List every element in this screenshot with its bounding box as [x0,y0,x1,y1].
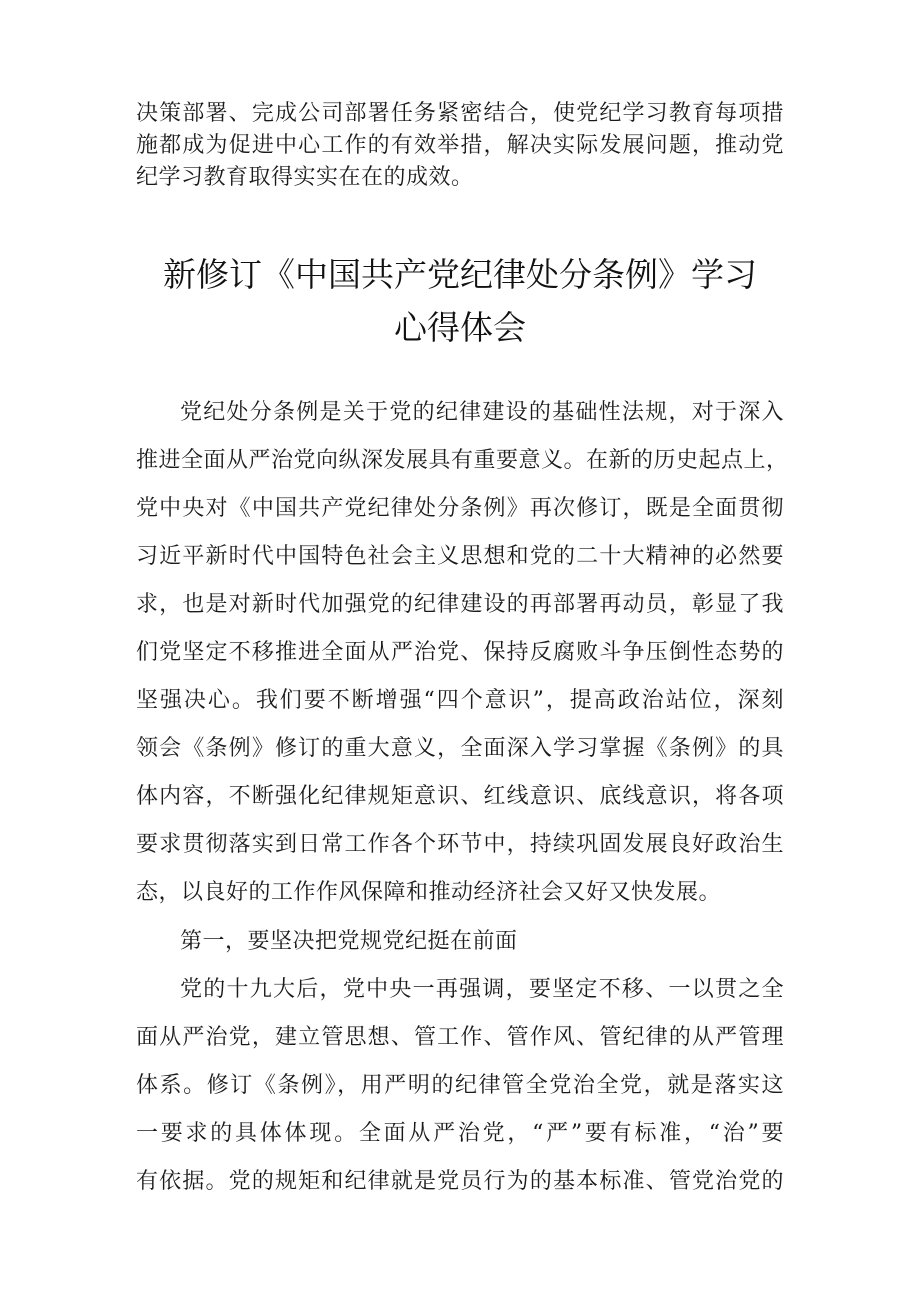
document-title-line-2: 心得体会 [394,308,526,347]
document-title-line-1: 新修订《中国共产党纪律处分条例》学习 [163,255,757,294]
intro-paragraph-line: 求，也是对新时代加强党的纪律建设的再部署再动员，彰显了我 [136,592,784,617]
section-heading: 第一，要坚决把党规党纪挺在前面 [180,929,518,954]
intro-paragraph-line: 们党坚定不移推进全面从严治党、保持反腐败斗争压倒性态势的 [136,640,784,665]
intro-paragraph-line: 党中央对《中国共产党纪律处分条例》再次修订，既是全面贯彻 [136,496,784,521]
intro-paragraph-line: 坚强决心。我们要不断增强“四个意识”，提高政治站位，深刻 [136,688,784,713]
intro-paragraph-line: 领会《条例》修订的重大意义，全面深入学习掌握《条例》的具 [136,736,784,761]
section-paragraph-line: 面从严治党，建立管思想、管工作、管作风、管纪律的从严管理 [136,1025,784,1050]
intro-paragraph-line: 态，以良好的工作作风保障和推动经济社会又好又快发展。 [136,880,722,905]
intro-paragraph-line: 要求贯彻落实到日常工作各个环节中，持续巩固发展良好政治生 [136,832,784,857]
section-paragraph-line: 一要求的具体体现。全面从严治党，“严”要有标准，“治”要 [136,1121,784,1146]
top-paragraph-line: 决策部署、完成公司部署任务紧密结合，使党纪学习教育每项措 [136,101,784,126]
top-paragraph-line: 施都成为促进中心工作的有效举措，解决实际发展问题，推动党 [136,133,784,158]
section-paragraph-line: 有依据。党的规矩和纪律就是党员行为的基本标准、管党治党的 [136,1169,784,1194]
intro-paragraph-line: 习近平新时代中国特色社会主义思想和党的二十大精神的必然要 [136,544,784,569]
intro-paragraph-line: 体内容，不断强化纪律规矩意识、红线意识、底线意识，将各项 [136,784,784,809]
section-paragraph-line: 体系。修订《条例》，用严明的纪律管全党治全党，就是落实这 [136,1073,784,1098]
intro-paragraph-line: 推进全面从严治党向纵深发展具有重要意义。在新的历史起点上， [136,448,789,473]
section-paragraph-line: 党的十九大后，党中央一再强调，要坚定不移、一以贯之全 [180,977,784,1002]
intro-paragraph-line: 党纪处分条例是关于党的纪律建设的基础性法规，对于深入 [180,400,784,425]
top-paragraph-line: 纪学习教育取得实实在在的成效。 [136,165,474,190]
